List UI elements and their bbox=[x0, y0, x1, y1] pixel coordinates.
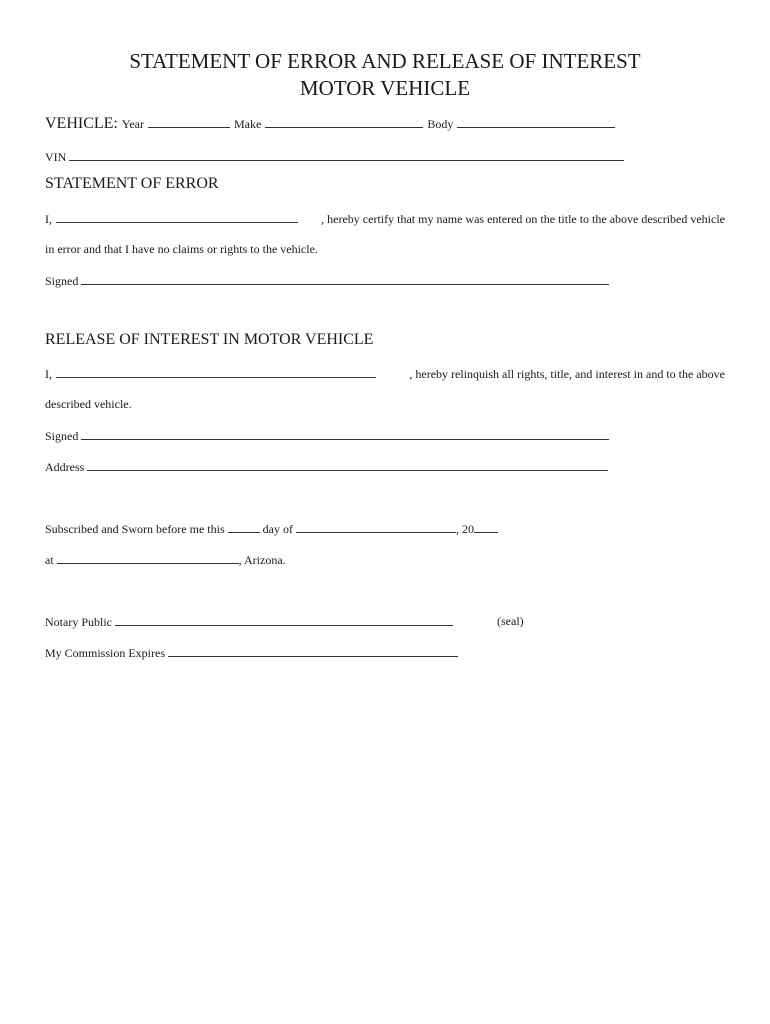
certify-continuation: in error and that I have no claims or rights to the vehicle. bbox=[45, 242, 318, 256]
month-field[interactable] bbox=[296, 520, 456, 533]
make-field[interactable] bbox=[265, 115, 423, 128]
location-row bbox=[45, 551, 286, 568]
certify-i-label: I, bbox=[45, 212, 52, 226]
address-field[interactable] bbox=[87, 458, 608, 471]
relinquish-continuation: described vehicle. bbox=[45, 397, 132, 411]
vehicle-row bbox=[45, 114, 615, 134]
make-label: Make bbox=[234, 117, 262, 131]
certify-row bbox=[45, 210, 725, 227]
year-field[interactable] bbox=[148, 115, 230, 128]
at-label: at bbox=[45, 553, 54, 567]
form-title-line-1: STATEMENT OF ERROR AND RELEASE OF INTEREST bbox=[129, 49, 641, 73]
vin-label: VIN bbox=[45, 150, 67, 164]
commission-row bbox=[45, 644, 458, 661]
notary-public-label: Notary Public bbox=[45, 615, 112, 629]
error-signature-field[interactable] bbox=[81, 272, 609, 285]
release-signature-field[interactable] bbox=[81, 427, 609, 440]
form-title-line-2: MOTOR VEHICLE bbox=[299, 76, 471, 100]
release-signed-row bbox=[45, 427, 609, 444]
commission-expires-field[interactable] bbox=[168, 644, 458, 657]
day-number-field[interactable] bbox=[228, 520, 260, 533]
year-suffix-field[interactable] bbox=[474, 520, 498, 533]
year-label: Year bbox=[121, 117, 144, 131]
vehicle-label: VEHICLE: bbox=[45, 115, 118, 132]
relinquish-i-label: I, bbox=[45, 367, 52, 381]
body-field[interactable] bbox=[457, 115, 615, 128]
relinquish-text: , hereby relinquish all rights, title, and interest in and to the above bbox=[409, 367, 725, 381]
error-signed-row bbox=[45, 272, 609, 289]
commission-expires-label: My Commission Expires bbox=[45, 646, 166, 660]
subscribed-row bbox=[45, 520, 498, 537]
address-row bbox=[45, 458, 608, 475]
relinquish-row bbox=[45, 365, 725, 382]
state-suffix-label: , Arizona. bbox=[238, 553, 286, 567]
subscribed-label: Subscribed and Sworn before me this bbox=[45, 522, 225, 536]
day-of-label: day of bbox=[262, 522, 293, 536]
address-label: Address bbox=[45, 460, 85, 474]
release-signed-label: Signed bbox=[45, 429, 79, 443]
relinquish-name-field[interactable] bbox=[56, 365, 376, 378]
vin-row bbox=[45, 148, 624, 165]
certify-text: , hereby certify that my name was entered on the title to the above described vehicle bbox=[321, 212, 725, 226]
city-field[interactable] bbox=[57, 551, 239, 564]
body-label: Body bbox=[427, 117, 454, 131]
notary-public-row bbox=[45, 613, 453, 630]
vin-field[interactable] bbox=[69, 148, 624, 161]
release-of-interest-heading: RELEASE OF INTEREST IN MOTOR VEHICLE bbox=[45, 331, 374, 348]
certify-name-field[interactable] bbox=[56, 210, 298, 223]
statement-of-error-heading: STATEMENT OF ERROR bbox=[45, 175, 219, 192]
notary-public-field[interactable] bbox=[115, 613, 453, 626]
error-signed-label: Signed bbox=[45, 274, 79, 288]
year-prefix-label: , 20 bbox=[455, 522, 474, 536]
seal-label: (seal) bbox=[497, 614, 524, 628]
